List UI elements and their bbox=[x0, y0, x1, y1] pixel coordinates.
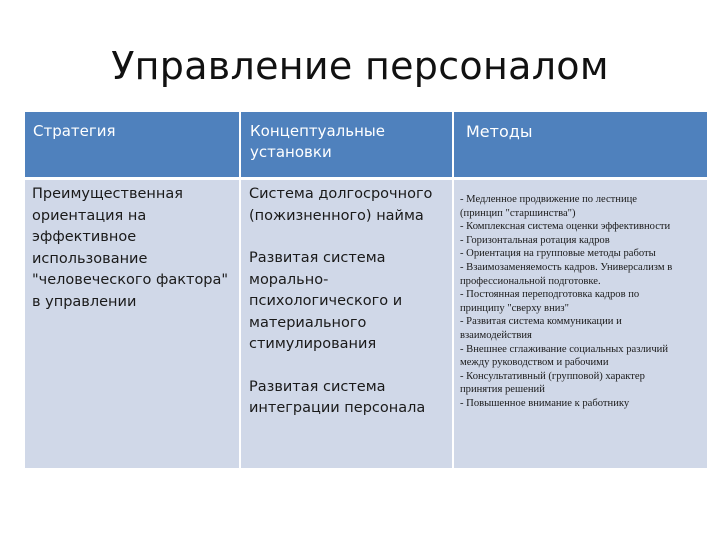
header-concepts-label: Концептуальные установки bbox=[250, 122, 385, 161]
method-line: - Ориентация на групповые методы работы bbox=[460, 248, 656, 260]
header-strategy: Стратегия bbox=[25, 112, 239, 177]
strategy-cell: Преимущественная ориентация на эффективное использование "человеческого фактора" в управлении bbox=[25, 177, 239, 468]
method-line: - Медленное продвижение по лестнице bbox=[460, 194, 638, 205]
method-line: - Консультативный (групповой) характер bbox=[460, 370, 645, 382]
method-line: между руководством и рабочими bbox=[460, 357, 609, 369]
concept-item: Развитая система интеграции персонала bbox=[249, 378, 426, 416]
method-line: - Развитая система коммуникации и bbox=[460, 316, 622, 328]
method-line: - Постоянная переподготовка кадров по bbox=[460, 289, 640, 301]
method-line: взаимодействия bbox=[460, 329, 532, 341]
method-line: - Внешнее сглаживание социальных различий bbox=[460, 343, 669, 355]
methods-cell bbox=[454, 177, 707, 468]
concept-item: Система долгосрочного (пожизненного) найма bbox=[249, 186, 433, 224]
method-line: - Взаимозаменяемость кадров. Универсализм в bbox=[460, 261, 673, 273]
method-line: принципу "сверху вниз" bbox=[460, 302, 569, 314]
method-line: профессиональной подготовке. bbox=[460, 275, 601, 287]
concepts-cell bbox=[239, 177, 454, 468]
slide-title: Управление персоналом bbox=[111, 44, 609, 88]
header-methods: Методы bbox=[454, 112, 707, 177]
method-line: - Повышенное внимание к работнику bbox=[460, 397, 630, 409]
method-line: (принцип "старшинства") bbox=[460, 207, 576, 219]
concept-item: Развитая система морально-психологического и материального стимулирования bbox=[249, 250, 403, 352]
personnel-table bbox=[25, 112, 707, 468]
method-line: принятия решений bbox=[460, 384, 545, 396]
method-line: - Горизонтальная ротация кадров bbox=[460, 234, 610, 246]
method-line: - Комплексная система оценки эффективности bbox=[460, 221, 671, 233]
header-concepts bbox=[239, 112, 454, 177]
